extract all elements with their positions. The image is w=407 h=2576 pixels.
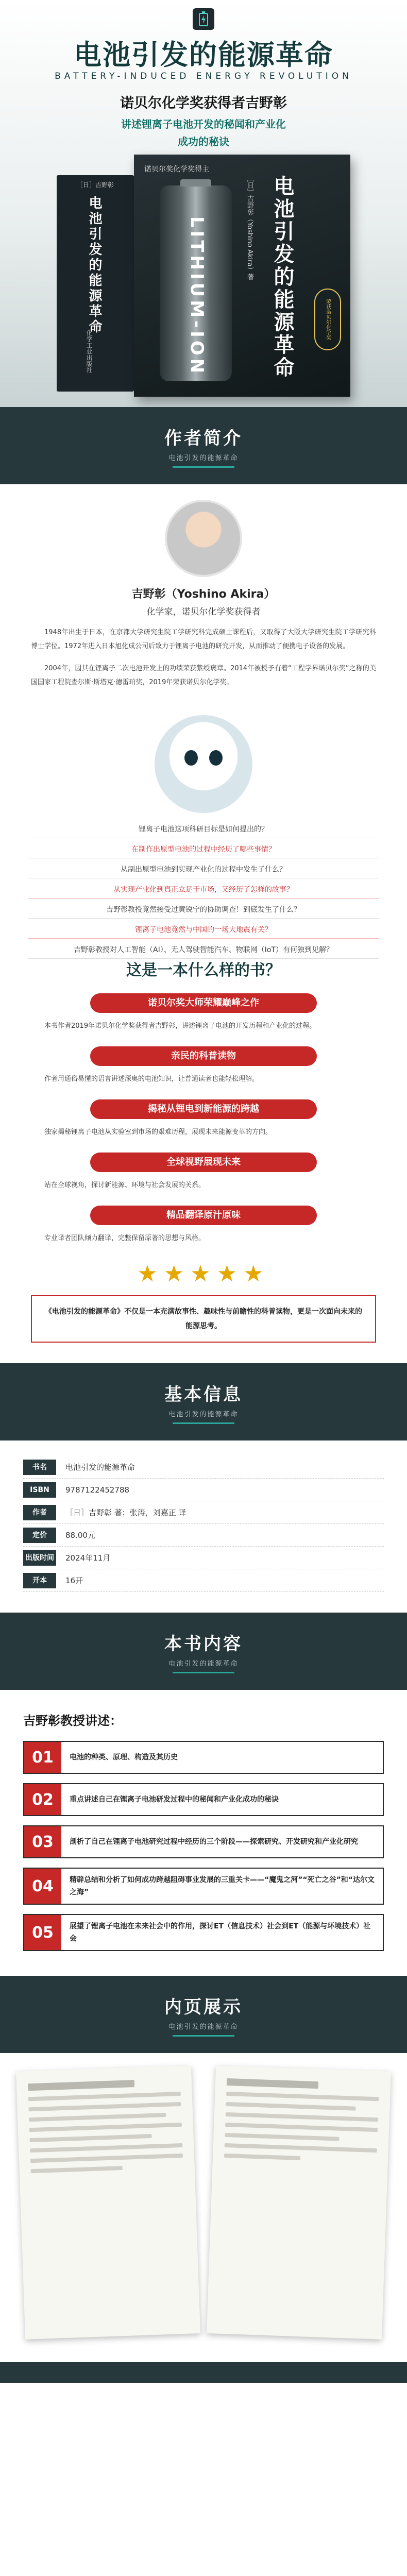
content-item-text: 展望了锂离子电池在未来社会中的作用，探讨ET（信息技术）社会到ET（能源与环境技术）社会 (70, 1922, 371, 1943)
preview-text-line (31, 2166, 123, 2173)
preview-text-line (226, 2112, 378, 2122)
robot-eye-right (209, 750, 223, 766)
question-item: 从制出原型电池到实现产业化的过程中发生了什么？ (28, 861, 379, 878)
preview-text-line (225, 2133, 339, 2141)
info-key: 出版时间 (23, 1550, 56, 1566)
info-value: 16开 (65, 1576, 83, 1585)
info-row (23, 1547, 384, 1569)
preview-text-line (28, 2102, 181, 2111)
book-cover (134, 155, 350, 397)
book-spine (57, 175, 134, 392)
rating-stars-icon: ★★★★★ (137, 1261, 270, 1287)
section-title: 作者简介 (164, 428, 243, 449)
battery-cap (180, 179, 211, 187)
content-item (23, 1868, 384, 1905)
info-section-heading (0, 1363, 407, 1440)
info-key: 作者 (23, 1505, 56, 1520)
section-subtitle: 电池引发的能源革命 (168, 2023, 239, 2031)
content-item (23, 1825, 384, 1858)
book-features (0, 952, 407, 1363)
cover-series: 诺贝尔奖化学奖得主 (144, 165, 209, 174)
preview-text-line (226, 2092, 379, 2101)
info-value: 9787122452788 (65, 1485, 130, 1495)
preview-text-line (29, 2113, 166, 2122)
author-bio-paragraph-1: 1948年出生于日本，在京都大学研究生院工学研究科完成硕士课程后，又取得了大阪大学研究生院工学研究科博士学位。1972年进入日本旭化成公司后致力于锂离子电池的研究开发，从而推动了便携电子设备的发展。 (31, 629, 376, 650)
info-row (23, 1456, 384, 1479)
content-item (23, 1914, 384, 1951)
info-row (23, 1524, 384, 1547)
author-bio-paragraph-2: 2004年，因其在锂离子二次电池开发上的功绩荣获紫绶褒章。2014年被授予有着“工程学界诺贝尔奖”之称的美国国家工程院查尔斯·斯塔克·德雷珀奖，2019年荣获诺贝尔化学奖。 (31, 665, 376, 686)
info-value: 电池引发的能源革命 (65, 1463, 135, 1472)
feature-pill: 诺贝尔奖大师荣耀巅峰之作 (90, 993, 317, 1013)
book-contents (0, 1690, 407, 1976)
hero-tagline-line-2: 成功的秘诀 (178, 135, 229, 148)
content-item-number: 02 (24, 1784, 61, 1815)
question-item: 吉野彰教授对人工智能（AI）、无人驾驶智能汽车、物联网（IoT）有何独到见解？ (28, 942, 379, 959)
section-title: 本书内容 (164, 1633, 243, 1654)
feature-text: 专业译者团队倾力翻译，完整保留原著的思想与风格。 (44, 1234, 206, 1242)
author-profile (0, 484, 407, 710)
preview-heading-line (28, 2080, 135, 2091)
content-item-text: 剖析了自己在锂离子电池研究过程中经历的三个阶段——探索研究、开发研究和产业化研究 (70, 1838, 358, 1846)
book-3d-image (26, 155, 381, 397)
heading-underline (173, 1422, 234, 1424)
info-value: ［日］吉野彰 著；张涛，刘嘉正 译 (65, 1508, 186, 1517)
battery-cell-illustration (160, 185, 232, 381)
feature-pill: 揭秘从锂电到新能源的跨越 (90, 1099, 317, 1119)
preview-text-line (29, 2123, 182, 2132)
hero-tagline-secondary (0, 115, 407, 150)
question-item: 吉野彰教授竟然接受过黄锐宁的协助调查！到底发生了什么？ (28, 902, 379, 919)
content-item-number: 03 (24, 1826, 61, 1857)
hero-banner (0, 0, 407, 407)
content-item-text: 重点讲述自己在锂离子电池研发过程中的秘闻和产业化成功的秘诀 (70, 1795, 279, 1804)
inner-page-preview (0, 2053, 407, 2362)
section-title: 内页展示 (164, 1996, 243, 2018)
hero-tagline: 诺贝尔化学奖获得者吉野彰 (120, 95, 287, 111)
preview-page-image (16, 2065, 200, 2340)
spine-publisher: 化学工业出版社 (86, 330, 93, 373)
heading-underline (173, 466, 234, 468)
features-title: 这是一本什么样的书？ (126, 961, 281, 979)
preview-text-line (28, 2092, 181, 2101)
footer-band (0, 2362, 407, 2383)
content-item-number: 01 (24, 1742, 61, 1773)
preview-text-line (224, 2154, 300, 2160)
cover-author: ［日］吉野彰（Yoshino Akira）著 (246, 175, 253, 280)
feature-text: 独家揭秘锂离子电池从实验室到市场的艰难历程，展现未来能源变革的方向。 (44, 1128, 273, 1136)
award-seal: 荣获诺贝尔化学奖 (314, 289, 341, 350)
preview-text-line (226, 2102, 355, 2111)
info-key: 开本 (23, 1573, 56, 1588)
content-item-number: 05 (24, 1915, 61, 1950)
content-section-heading (0, 1613, 407, 1690)
info-row (23, 1501, 384, 1524)
author-title: 化学家，诺贝尔化学奖获得者 (146, 607, 261, 617)
cell-label: LITHIUM-ION (186, 216, 207, 377)
content-item-text: 电池的种类、原理、构造及其历史 (70, 1753, 178, 1761)
heading-underline (173, 1672, 234, 1673)
feature-pill: 精品翻译原汁原味 (90, 1206, 317, 1225)
preview-text-line (30, 2143, 182, 2153)
info-value: 2024年11月 (65, 1553, 111, 1563)
hero-title: 电池引发的能源革命 (74, 39, 333, 71)
battery-logo-icon (193, 8, 214, 30)
info-key: 书名 (23, 1460, 56, 1475)
summary-quote: 《电池引发的能源革命》不仅是一本充满故事性、趣味性与前瞻性的科普读物，更是一次面向未来的能源思考。 (31, 1295, 376, 1343)
feature-text: 本书作者2019年诺贝尔化学奖获得者吉野彰，讲述锂离子电池的开发历程和产业化的过程。 (44, 1022, 316, 1030)
heading-underline (173, 2035, 234, 2037)
question-list (28, 818, 379, 962)
author-name: 吉野彰（Yoshino Akira） (131, 588, 276, 601)
content-item (23, 1783, 384, 1816)
info-row (23, 1569, 384, 1592)
author-section-heading (0, 407, 407, 484)
hero-tagline-line-1: 讲述锂离子电池开发的秘闻和产业化 (121, 118, 286, 130)
robot-eye-left (184, 750, 198, 766)
feature-pill: 亲民的科普读物 (90, 1046, 317, 1066)
preview-text-line (30, 2154, 183, 2163)
feature-text: 作者用通俗易懂的语言讲述深奥的电池知识，让普通读者也能轻松理解。 (44, 1075, 259, 1083)
section-subtitle: 电池引发的能源革命 (168, 1410, 239, 1418)
preview-section-heading (0, 1976, 407, 2053)
section-subtitle: 电池引发的能源革命 (168, 454, 239, 462)
cover-title: 电池引发的能源革命 (270, 175, 294, 379)
hero-subtitle: BATTERY-INDUCED ENERGY REVOLUTION (55, 71, 352, 81)
question-item: 从实现产业化到真正立足于市场，又经历了怎样的故事？ (28, 882, 379, 899)
content-item-number: 04 (24, 1869, 61, 1904)
preview-text-line (225, 2143, 377, 2153)
info-key: ISBN (23, 1482, 56, 1498)
author-photo (165, 500, 242, 577)
robot-mascot-illustration (155, 715, 252, 813)
section-title: 基本信息 (164, 1384, 243, 1405)
contents-intro: 吉野彰教授讲述： (23, 1714, 122, 1728)
feature-pill: 全球视野展现未来 (90, 1153, 317, 1172)
info-key: 定价 (23, 1528, 56, 1543)
preview-text-line (30, 2134, 152, 2142)
content-item (23, 1741, 384, 1774)
content-item-text: 精辟总结和分析了如何成功跨越阻碍事业发展的三重关卡——“魔鬼之河”“死亡之谷”和“达尔文之海” (70, 1876, 375, 1896)
preview-heading-line (227, 2078, 318, 2089)
section-subtitle: 电池引发的能源革命 (168, 1659, 239, 1668)
info-row (23, 1479, 384, 1501)
feature-text: 站在全球视角，探讨新能源、环境与社会发展的关系。 (44, 1181, 206, 1189)
spine-title: 电池引发的能源革命 (87, 196, 102, 335)
questions-block (0, 710, 407, 952)
question-item: 锂离子电池这项科研目标是如何提出的？ (28, 821, 379, 838)
info-value: 88.00元 (65, 1531, 95, 1540)
question-item: 锂离子电池竟然与中国的一场大地震有关？ (28, 922, 379, 939)
book-info-table (0, 1440, 407, 1613)
question-item: 在制作出原型电池的过程中经历了哪些事情？ (28, 841, 379, 858)
spine-author: ［日］吉野彰 (76, 181, 114, 189)
preview-page-image (207, 2065, 391, 2340)
preview-text-line (225, 2123, 378, 2132)
